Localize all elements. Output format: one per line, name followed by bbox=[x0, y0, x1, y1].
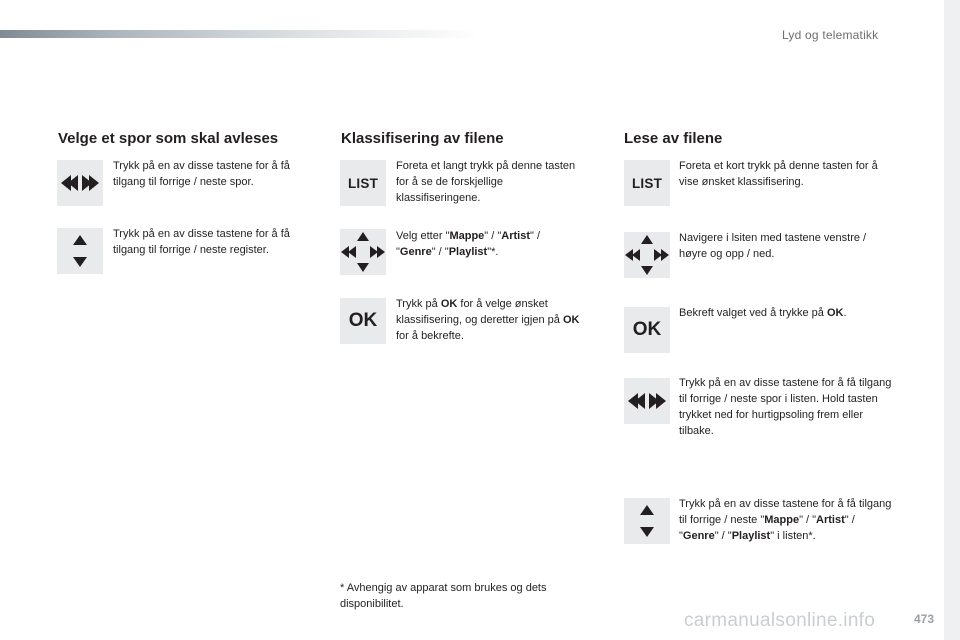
description: Trykk på en av disse tastene for å få tilgang til forrige / neste register. bbox=[113, 228, 290, 256]
list-button bbox=[624, 160, 670, 206]
ok-key-label: OK bbox=[348, 310, 378, 331]
column-title-select-track: Velge et spor som skal avleses bbox=[58, 130, 279, 147]
four-way-arrows-icon bbox=[340, 229, 386, 275]
description: Navigere i lsiten med tastene venstre / høyre og opp / ned. bbox=[679, 232, 867, 260]
up-down-button bbox=[57, 228, 103, 274]
watermark: carmanualsonline.info bbox=[684, 610, 876, 631]
prev-next-button bbox=[624, 378, 670, 424]
description: Trykk på en av disse tastene for å få tilgang til forrige / neste spor. bbox=[113, 160, 290, 188]
ok-button bbox=[340, 298, 386, 344]
four-way-arrows-icon bbox=[624, 232, 670, 278]
header-bar bbox=[0, 30, 480, 38]
prev-next-arrows-icon bbox=[57, 160, 103, 206]
description: Foreta et langt trykk på denne tasten for å se de forskjellige klassifiseringene. bbox=[396, 160, 576, 204]
list-key-label: LIST bbox=[347, 175, 379, 191]
up-down-arrows-icon bbox=[57, 228, 103, 274]
description: Trykk på en av disse tastene for å få tilgang til forrige / neste spor i listen. Hold tasten trykket ned for hurtigpsoling frem eller tilbake. bbox=[679, 377, 892, 437]
description: Bekreft valget ved å trykke på OK. bbox=[679, 307, 847, 319]
column-title-read-files: Lese av filene bbox=[624, 130, 723, 147]
up-down-arrows-icon bbox=[624, 498, 670, 544]
description: Trykk på OK for å velge ønsket klassifisering, og deretter igjen på OK for å bekrefte. bbox=[396, 298, 580, 342]
up-down-button bbox=[624, 498, 670, 544]
list-button bbox=[340, 160, 386, 206]
description: Foreta et kort trykk på denne tasten for å vise ønsket klassifisering. bbox=[679, 160, 878, 188]
ok-key-label: OK bbox=[632, 319, 662, 340]
page-number: 473 bbox=[914, 612, 935, 626]
list-key-label: LIST bbox=[631, 175, 663, 191]
four-way-button bbox=[624, 232, 670, 278]
prev-next-button bbox=[57, 160, 103, 206]
page-edge-strip bbox=[944, 0, 960, 640]
section-name: Lyd og telematikk bbox=[782, 28, 879, 42]
four-way-button bbox=[340, 229, 386, 275]
column-title-classification: Klassifisering av filene bbox=[341, 130, 504, 147]
footnote: * Avhengig av apparat som brukes og dets disponibilitet. bbox=[340, 582, 547, 610]
ok-button bbox=[624, 307, 670, 353]
description: Velg etter "Mappe" / "Artist" / "Genre" / "Playlist"*. bbox=[396, 230, 541, 258]
prev-next-arrows-icon bbox=[624, 378, 670, 424]
description: Trykk på en av disse tastene for å få tilgang til forrige / neste "Mappe" / "Artist" / "Genre" / "Playlist" i listen*. bbox=[679, 498, 892, 542]
